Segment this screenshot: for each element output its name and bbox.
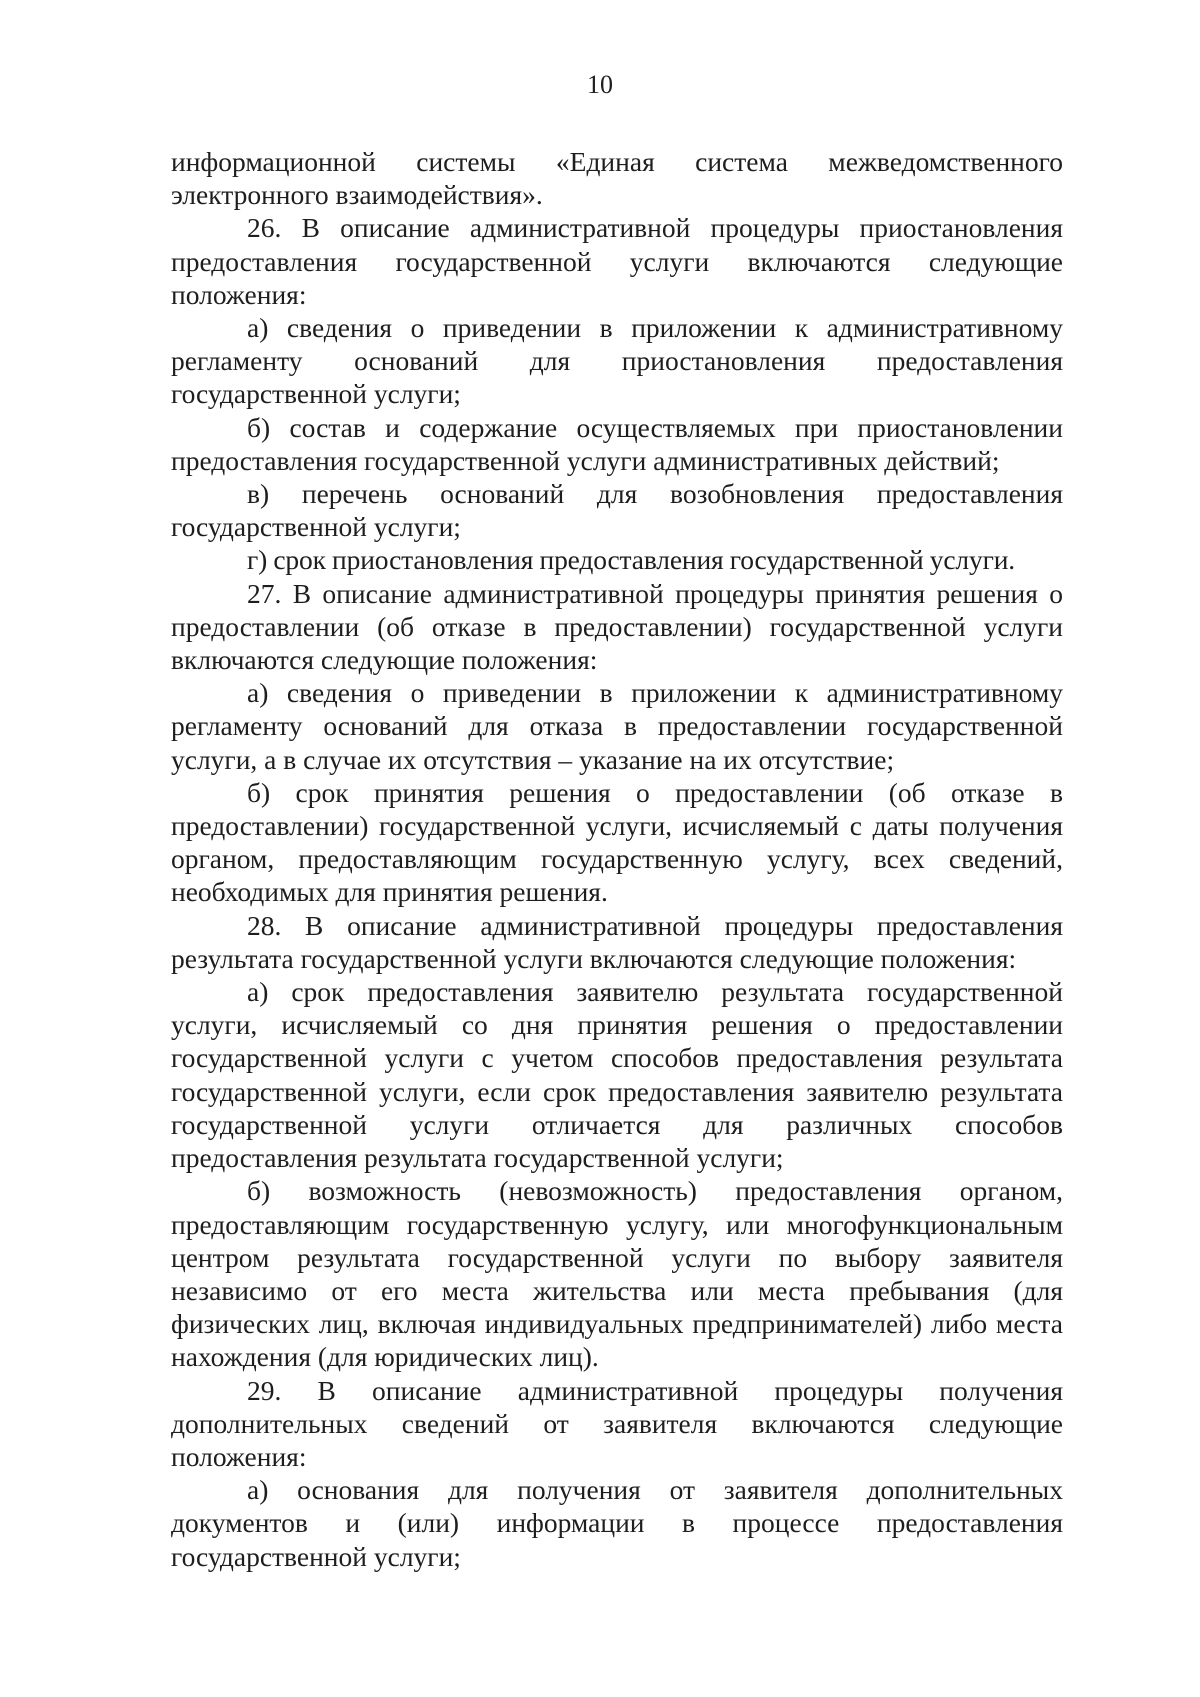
clause-26-item-b: б) состав и содержание осуществляемых при приостановлении предоставления государственной услуги административных действий; xyxy=(171,411,1063,476)
clause-28: 28. В описание административной процедуры предоставления результата государственной услуги включаются следующие положения: xyxy=(171,909,1063,974)
document-body xyxy=(171,145,1063,1573)
clause-26-item-a: а) сведения о приведении в приложении к административному регламенту оснований для приостановления предоставления государственной услуги; xyxy=(171,312,1063,410)
page-number: 10 xyxy=(587,70,613,99)
paragraph-continuation: информационной системы «Единая система межведомственного электронного взаимодействия». xyxy=(171,146,1063,211)
clause-29: 29. В описание административной процедуры получения дополнительных сведений от заявителя включаются следующие положения: xyxy=(171,1374,1063,1472)
clause-27-item-a: а) сведения о приведении в приложении к административному регламенту оснований для отказа в предоставлении государственной услуги, а в случае их отсутствия – указание на их отсутствие; xyxy=(171,677,1063,775)
clause-27-item-b: б) срок принятия решения о предоставлении (об отказе в предоставлении) государственной услуги, исчисляемый с даты получения органом, предоставляющим государственную услугу, всех сведений, необходимых для принятия решения. xyxy=(171,776,1063,908)
clause-27: 27. В описание административной процедуры принятия решения о предоставлении (об отказе в предоставлении) государственной услуги включаются следующие положения: xyxy=(171,577,1063,676)
clause-29-item-a: а) основания для получения от заявителя дополнительных документов и (или) информации в процессе предоставления государственной услуги; xyxy=(171,1474,1063,1572)
clause-28-item-b: б) возможность (невозможность) предоставления органом, предоставляющим государственную услугу, или многофункциональным центром результата государственной услуги по выбору заявителя независимо от его места жительства или места пребывания (для физических лиц, включая индивидуальных предпринимателей) либо места нахождения (для юридических лиц). xyxy=(171,1175,1063,1373)
clause-26-item-g: г) срок приостановления предоставления государственной услуги. xyxy=(247,544,1015,576)
clause-26-item-v: в) перечень оснований для возобновления предоставления государственной услуги; xyxy=(171,478,1063,543)
clause-26: 26. В описание административной процедуры приостановления предоставления государственной услуги включаются следующие положения: xyxy=(171,212,1063,310)
clause-28-item-a: а) срок предоставления заявителю результата государственной услуги, исчисляемый со дня принятия решения о предоставлении государственной услуги с учетом способов предоставления результата государственной услуги, если срок предоставления заявителю результата государственной услуги отличается для различных способов предоставления результата государственной услуги; xyxy=(171,976,1063,1174)
